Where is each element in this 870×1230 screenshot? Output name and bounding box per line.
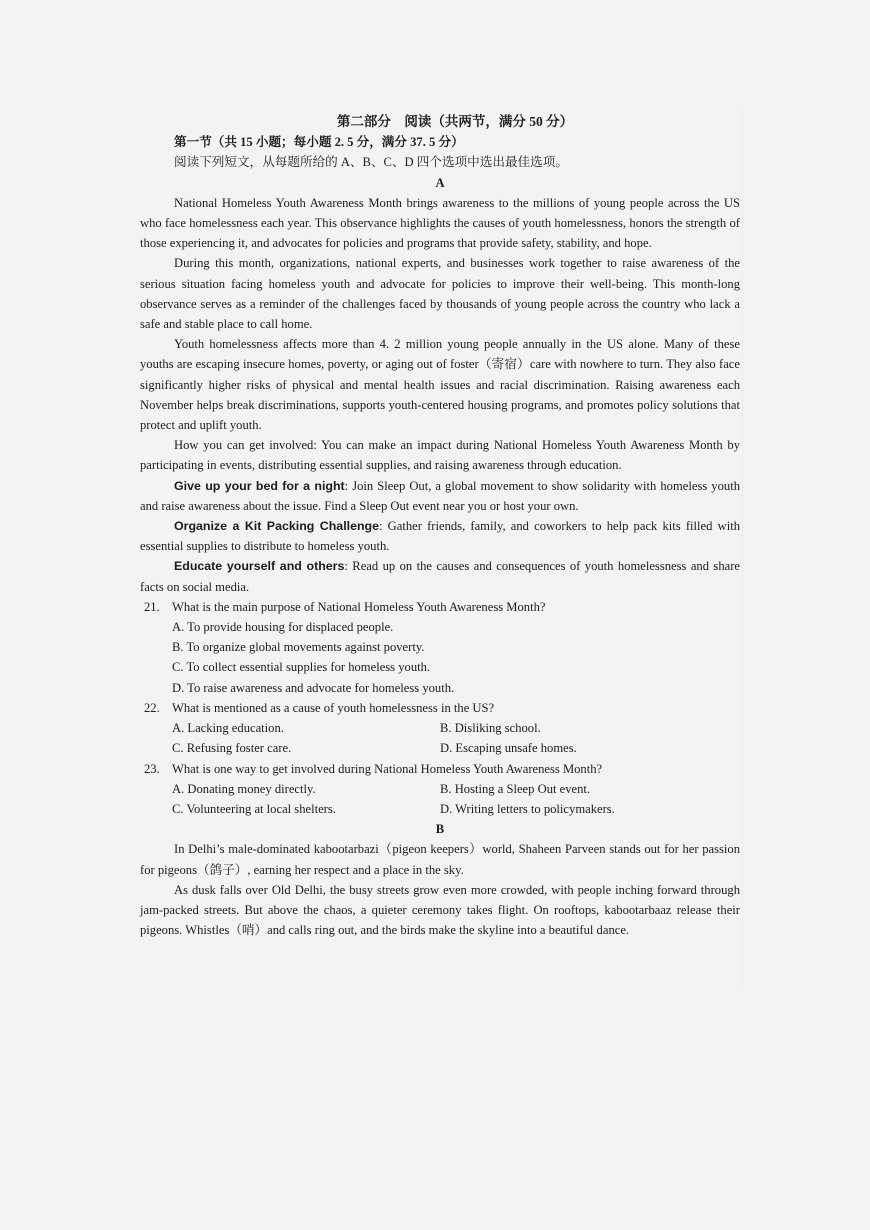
option-grid	[140, 718, 740, 758]
question-text: What is the main purpose of National Homeless Youth Awareness Month?	[172, 599, 546, 614]
option-list	[140, 617, 740, 698]
question-21	[140, 597, 740, 698]
question-number: 22.	[144, 700, 160, 715]
passage-a-paragraph-3: Youth homelessness affects more than 4. 2 million young people annually in the US alone. Many of these youths are escaping insecure homes, poverty, or aging out of foster（寄宿）care with nowhere to turn. They also face significantly higher risks of physical and mental health issues and racial discrimination. Raising awareness each November helps break discriminations, supports youth-centered housing programs, and promotes policy solutions that protect and uplift youth.	[140, 337, 740, 433]
option-a[interactable]: A. To provide housing for displaced people.	[172, 620, 394, 635]
question-stem	[140, 698, 740, 718]
page-edge-shadow	[742, 108, 783, 988]
option-c[interactable]: C. Refusing foster care.	[172, 741, 292, 756]
option-d[interactable]: D. To raise awareness and advocate for homeless youth.	[172, 680, 455, 695]
passage-b-paragraph-1: In Delhi’s male-dominated kabootarbazi（pigeon keepers）world, Shaheen Parveen stands out for her passion for pigeons（鸽子）, earning her respect and a place in the sky.	[140, 842, 740, 877]
question-22	[140, 698, 740, 759]
option-d[interactable]: D. Writing letters to policymakers.	[440, 801, 615, 816]
question-number: 21.	[144, 599, 160, 614]
question-stem	[140, 597, 740, 617]
bold-heading-sleep-out: Give up your bed for a night	[174, 478, 345, 493]
passage-a-paragraph-2: During this month, organizations, national experts, and businesses work together to raise awareness of the serious situation facing homeless youth and advocate for policies to improve their well-being. This month-long observance serves as a reminder of the challenges faced by thousands of young people across the country who lack a safe and stable place to call home.	[140, 256, 740, 332]
paragraph-6-text: : Gather friends, family, and coworkers to help pack kits filled with essential supplies to distribute to homeless youth.	[140, 519, 740, 554]
option-c[interactable]: C. To collect essential supplies for homeless youth.	[172, 660, 431, 675]
passage-a-paragraph-5	[140, 476, 740, 516]
option-a[interactable]: A. Donating money directly.	[172, 781, 316, 796]
option-b[interactable]: B. Disliking school.	[440, 721, 541, 736]
question-text: What is one way to get involved during National Homeless Youth Awareness Month?	[172, 761, 603, 776]
paragraph-7-text: : Read up on the causes and consequences of youth homelessness and share facts on social media.	[140, 559, 740, 594]
option-c[interactable]: C. Volunteering at local shelters.	[172, 801, 336, 816]
passage-a-paragraph-4: How you can get involved: You can make an impact during National Homeless Youth Awareness Month by participating in events, distributing essential supplies, and raising awareness through education.	[140, 438, 740, 473]
question-text: What is mentioned as a cause of youth homelessness in the US?	[172, 700, 495, 715]
part-title: 第二部分 阅读（共两节，满分 50 分）	[336, 114, 574, 129]
option-b[interactable]: B. Hosting a Sleep Out event.	[440, 781, 591, 796]
paragraph-5-text: : Join Sleep Out, a global movement to show solidarity with homeless youth and raise awareness about the issue. Find a Sleep Out event near you or host your own.	[140, 478, 740, 513]
bold-heading-educate: Educate yourself and others	[174, 559, 345, 574]
option-grid	[140, 779, 740, 819]
passage-a-paragraph-6	[140, 516, 740, 556]
question-stem	[140, 759, 740, 779]
option-d[interactable]: D. Escaping unsafe homes.	[440, 741, 577, 756]
passage-a-paragraph-1: National Homeless Youth Awareness Month brings awareness to the millions of young people across the US who face homelessness each year. This observance highlights the causes of youth homelessness, honors the strength of those experiencing it, and advocates for policies and programs that provide safety, stability, and hope.	[140, 195, 740, 251]
question-23	[140, 759, 740, 820]
passage-b-label: B	[435, 822, 445, 837]
option-b[interactable]: B. To organize global movements against poverty.	[172, 640, 425, 655]
passage-a-paragraph-7	[140, 556, 740, 596]
exam-page	[140, 112, 740, 940]
option-a[interactable]: A. Lacking education.	[172, 721, 284, 736]
bold-heading-kit-packing: Organize a Kit Packing Challenge	[174, 519, 380, 534]
question-number: 23.	[144, 761, 160, 776]
passage-b-paragraph-2: As dusk falls over Old Delhi, the busy streets grow even more crowded, with people inching forward through jam-packed streets. But above the chaos, a quieter ceremony takes flight. On rooftops, kabootarbaaz release their pigeons. Whistles（哨）and calls ring out, and the birds make the skyline into a beautiful dance.	[140, 882, 740, 938]
instruction-text: 阅读下列短文，从每题所给的 A、B、C、D 四个选项中选出最佳选项。	[174, 155, 568, 170]
passage-a-label: A	[435, 175, 445, 190]
section-title: 第一节（共 15 小题；每小题 2. 5 分，满分 37. 5 分）	[174, 135, 464, 150]
